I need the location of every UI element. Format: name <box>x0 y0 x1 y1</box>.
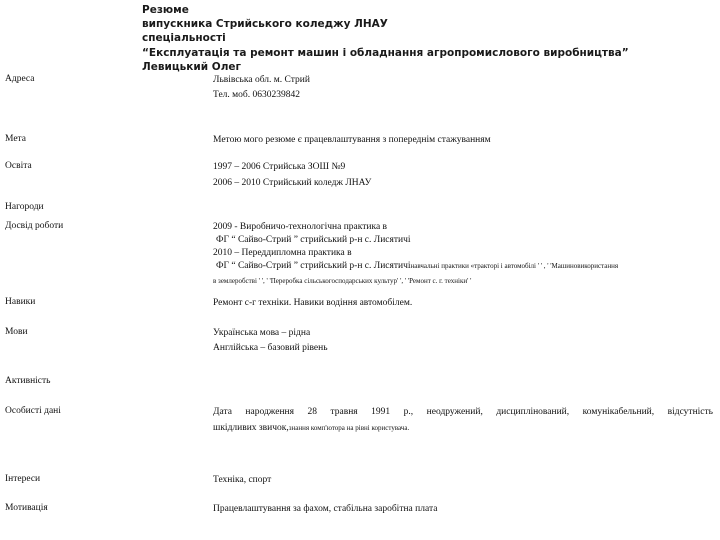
personal-habits: шкідливих звичок, <box>213 423 289 433</box>
experience-label: Досвід роботи <box>5 221 64 231</box>
resume-header <box>142 3 629 74</box>
personal-line <box>213 422 713 435</box>
personal-label: Особисті дані <box>5 406 61 416</box>
header-name: Левицький Олег <box>142 60 241 73</box>
goal-value <box>213 134 491 147</box>
address-label: Адреса <box>5 74 35 84</box>
experience-line: ФГ “ Сайво-Стрий ” стрийський р-н с. Лисятичі <box>216 235 411 245</box>
header-specialty: “Експлуатація та ремонт машин і обладнання агропромислового виробництва” <box>142 46 629 59</box>
address-value <box>213 74 310 102</box>
languages-value <box>213 327 328 355</box>
experience-line: 2009 - Виробничо-технологічна практика в <box>213 222 388 232</box>
address-line: Львівська обл. м. Стрий <box>213 75 310 85</box>
skills-value <box>213 297 412 310</box>
education-value <box>213 161 371 190</box>
motivation-value <box>213 503 437 516</box>
experience-line <box>213 260 618 273</box>
experience-line: 2010 – Переддипломна практика в <box>213 248 352 258</box>
interests-value <box>213 474 271 487</box>
experience-value <box>213 221 618 288</box>
interests-text: Техніка, спорт <box>213 475 272 485</box>
personal-value <box>213 406 713 435</box>
language-line: Англійська – базовий рівень <box>213 343 328 353</box>
language-line: Українська мова – рідна <box>213 328 311 338</box>
resume-title: Резюме <box>142 4 189 16</box>
header-specialty-label: спеціальності <box>142 32 226 45</box>
education-line: 1997 – 2006 Стрийська ЗОШ №9 <box>213 162 346 172</box>
personal-computer-skills: знання комп'ютора на рівні користувача. <box>288 424 410 432</box>
motivation-text: Працевлаштування за фахом, стабільна заробітна плата <box>213 504 438 514</box>
skills-text: Ремонт с-г техніки. Навики водіння автомобілем. <box>213 298 413 308</box>
goal-label: Мета <box>5 134 27 144</box>
phone-line: Тел. моб. 0630239842 <box>213 90 300 100</box>
experience-practices: навчальні практики «тракторі і автомобілі ' ' , ' 'Машиновикористання <box>410 262 619 270</box>
languages-label: Мови <box>5 327 28 337</box>
education-line: 2006 – 2010 Стрийський коледж ЛНАУ <box>213 178 372 188</box>
personal-line: Дата народження 28 травня 1991 р., неодружений, дисциплінований, комунікабельний, відсутність <box>213 407 713 417</box>
awards-label: Нагороди <box>5 202 44 212</box>
experience-farm: ФГ “ Сайво-Стрий ” стрийський р-н с. Лисятичі <box>216 261 411 271</box>
education-label: Освіта <box>5 161 32 171</box>
skills-label: Навики <box>5 297 36 307</box>
interests-label: Інтереси <box>5 474 41 484</box>
header-subtitle: випускника Стрийського коледжу ЛНАУ <box>142 18 388 31</box>
experience-line: в землеробстві ' ', ' 'Переробка сільськогосподарських культур' ', ' 'Ремонт с. г. техніки' ' <box>213 277 472 285</box>
motivation-label: Мотивація <box>5 503 48 513</box>
goal-text: Метою мого резюме є працевлаштування з попереднім стажуванням <box>213 135 491 145</box>
activity-label: Активність <box>5 376 51 386</box>
